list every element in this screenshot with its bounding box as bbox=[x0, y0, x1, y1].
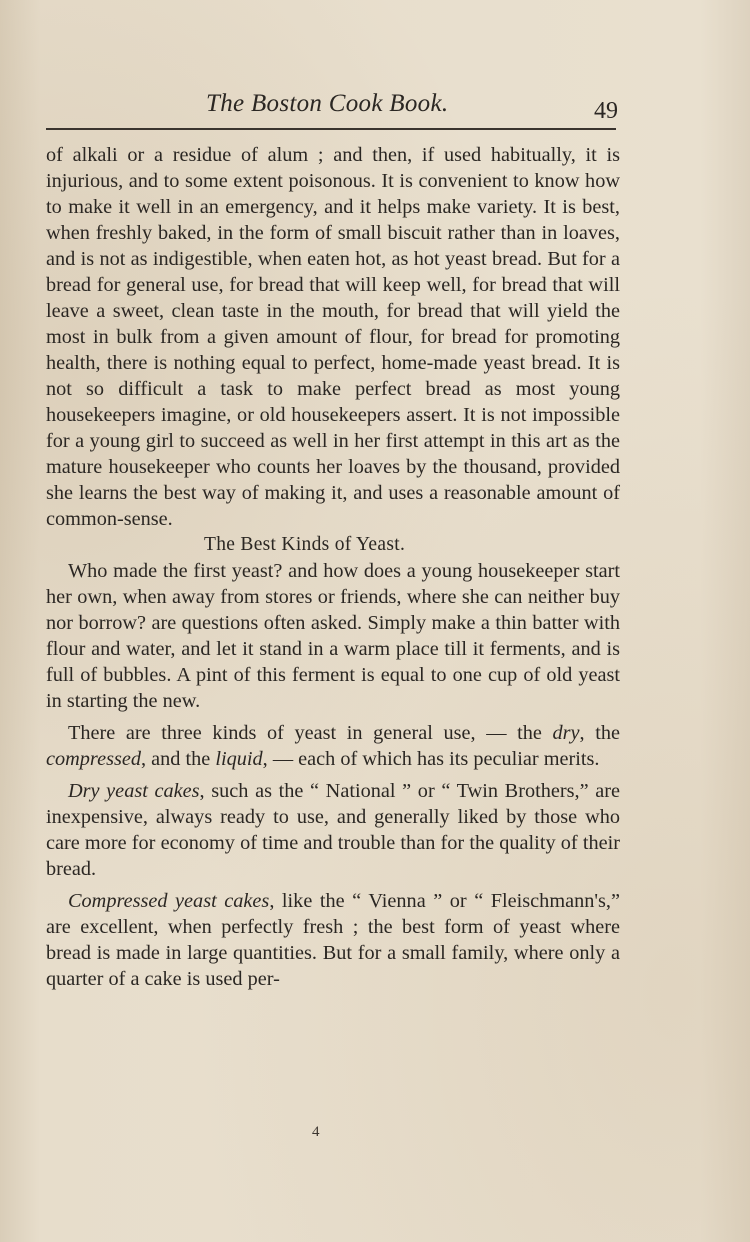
term-dry: dry bbox=[552, 722, 580, 744]
text-run: , and the bbox=[141, 748, 216, 770]
paragraph-lead: Dry yeast cakes bbox=[68, 780, 200, 802]
text-run: There are three kinds of yeast in general use, — the bbox=[68, 722, 553, 744]
running-head bbox=[46, 88, 620, 128]
text-run: , — each of which has its peculiar merits. bbox=[262, 748, 600, 770]
paragraph bbox=[46, 778, 620, 882]
paragraph bbox=[46, 720, 620, 772]
term-liquid: liquid bbox=[215, 748, 263, 770]
paragraph-lead: Compressed yeast cakes bbox=[68, 890, 270, 912]
paragraph: of alkali or a residue of alum ; and then, if used habitually, it is injurious, and to some extent poisonous. It is convenient to know how to make it well in an emergency, and it helps make variety. It is best, when freshly baked, in the form of small biscuit rather than in loaves, and is not as indigestible, when eaten hot, as hot yeast bread. But for a bread for general use, for bread that will keep well, for bread that will leave a sweet, clean taste in the mouth, for bread that will yield the most in bulk from a given amount of flour, for bread for promoting health, there is nothing equal to perfect, home-made yeast bread. It is not so difficult a task to make perfect bread as most young housekeepers imagine, or old housekeepers assert. It is not impossible for a young girl to succeed as well in her first attempt in this art as the mature housekeeper who counts her loaves by the thousand, provided she learns the best way of making it, and uses a reasonable amount of common-sense. bbox=[46, 144, 620, 530]
paragraph bbox=[46, 888, 620, 992]
text-run: , such as the “ National ” or “ Twin Brothers,” are inexpensive, always ready to use, and generally liked by those who care more for economy of time and trouble than for the quality of their bread. bbox=[46, 780, 620, 880]
term-compressed: compressed bbox=[46, 748, 141, 770]
book-title: The Boston Cook Book. bbox=[206, 90, 449, 117]
body-text bbox=[46, 142, 620, 992]
text-run: , like the “ Vienna ” or “ Fleischmann's,” are excellent, when perfectly fresh ; the best form of yeast where bread is made in large quantities. But for a small family, where only a quarter of a cake is used per- bbox=[46, 890, 620, 990]
section-heading: The Best Kinds of Yeast. bbox=[204, 534, 406, 555]
paragraph: Who made the first yeast? and how does a young housekeeper start her own, when away from stores or friends, where she can neither buy nor borrow? are questions often asked. Simply make a thin batter with flour and water, and let it stand in a warm place till it ferments, and is full of bubbles. A pint of this ferment is equal to one cup of old yeast in starting the new. bbox=[46, 560, 620, 712]
header-rule bbox=[46, 128, 616, 130]
page-number: 49 bbox=[594, 98, 618, 124]
text-run: , the bbox=[579, 722, 620, 744]
signature-mark: 4 bbox=[312, 1124, 320, 1140]
